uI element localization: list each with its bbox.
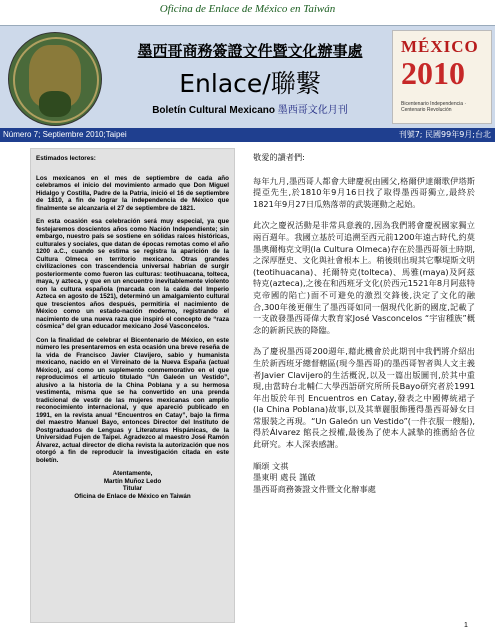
issue-info-chinese: 刊號7; 民國99年9月;台北 bbox=[398, 130, 491, 139]
bicentenario-word: MÉXICO bbox=[401, 37, 479, 56]
header-band bbox=[0, 25, 495, 129]
bicentenario-year: 2010 bbox=[401, 55, 465, 91]
spanish-letter-column bbox=[30, 148, 235, 623]
chinese-letter-column bbox=[253, 152, 475, 624]
title-chinese: 墨西哥商務簽證文件暨文化辦事處 bbox=[137, 42, 363, 60]
top-banner: Oficina de Enlace de México en Taiwán bbox=[159, 3, 336, 15]
bicentenario-fine-text: Bicentenario Independencia · Centenario Revolución bbox=[401, 101, 467, 113]
page-number: 1 bbox=[464, 622, 468, 629]
spanish-greeting: Estimados lectores: bbox=[36, 155, 96, 162]
chinese-paragraph-2: 此次之慶祝活動是非常具意義的,因為我們將會慶祝國家獨立兩百週年。我國立基於可追溯至西元前1200年遠古時代,約莫墨奧爾梅克文明(la Cultura Olmeca)存在於墨西哥領土時期,之深厚歷史、文化與社會根本上。稍後則出現其它擊堤斯文明(teotihuacana)、托爾特克(tolteca)、馬雅(maya)及阿茲特克(azteca),之後在和西班牙文化(於西元1521年8月阿茲特克帝國的陷亡)面不可避免的激烈交鋒後,決定了文化的融合,300年後更催生了墨西哥如同一個現代化新的國度,記載了一支啟發墨西哥偉大教育家José Vasconcelos “宇宙種族”概念的新新民族的降臨。 bbox=[253, 220, 475, 335]
chinese-greeting: 敬愛的讀者們: bbox=[253, 152, 305, 162]
issue-info-bar bbox=[0, 128, 495, 142]
subtitle-spanish: Boletín Cultural Mexicano bbox=[152, 105, 275, 116]
spanish-signature: Atentamente, Martín Muñoz Ledo Titular Oficina de Enlace de México en Taiwán bbox=[74, 470, 191, 500]
chinese-closing-1: 順頌 文祺 bbox=[253, 460, 289, 471]
chinese-paragraph-1: 每年九月,墨西哥人都會大肆慶祝由國父,格爾伊達爾歌伊塔斯提亞先生,於1810年9月16日找了取得墨西哥獨立,最終於1821年9月27日瓜熟落蒂的武裝運動之起始。 bbox=[253, 175, 475, 209]
subtitle-chinese: 墨西哥文化月刊 bbox=[277, 105, 348, 116]
spanish-paragraph-1: Los mexicanos en el mes de septiembre de cada año celebramos el inicio del movimiento armado que Don Miguel Hidalgo y Costilla, Padre de la Patria, inició el 16 de septiembre de 1810, a fin de lograr la independencia de México que finalmente se alcanzaría el 27 de septiembre de 1821. bbox=[36, 174, 229, 212]
chinese-closing-3: 墨西哥商務簽證文件暨文化辦事處 bbox=[253, 483, 376, 494]
mexican-coat-of-arms-logo bbox=[8, 32, 102, 126]
subtitle bbox=[100, 101, 400, 116]
bicentenario-logo bbox=[392, 30, 492, 124]
spanish-paragraph-2: En esta ocasión esa celebración será muy especial, ya que festejaremos doscientos años como Nación Independiente; sin embargo, nuestro país se sostiene en sólidas raíces históricas, culturales y sociales, que datan de épocas remotas como el año 1200 a.C., cuando se estima se registra la aparición de la Cultura Olmeca en territorio mexicano. Otras grandes civilizaciones con trascendencia universal habrían de surgir posteriormente como fueron las culturas: teotihuacana, tolteca, maya, y azteca, y que en un encuentro inevitablemente violento con la cultura española (marcada con la caída del Imperio Azteca en agosto de 1521), determinó un amalgamiento cultural que trescientos años después, permitiría el nacimiento de México como un estado-nación moderno, registrando el nacimiento de una nueva raza que inspiró el concepto de “raza cósmica” del gran educador mexicano José Vasconcelos. bbox=[36, 218, 229, 330]
issue-info-spanish: Número 7; Septiembre 2010;Taipei bbox=[3, 130, 127, 139]
spanish-paragraph-3: Con la finalidad de celebrar el Bicentenario de México, en este número les presentaremos en esta ocasión una breve reseña de la vida de Francisco Javier Clavijero, sabio y humanista mexicano, nacido en el Virreinato de la Nueva España (actual México), así como un suplemento conmemorativo en el que reproducimos el artículo titulado “Un Galeón un Vestido”, alusivo a la historia de la China Poblana y a su hermosa vestimenta, misma que se ha convertido en una prenda tradicional de vestir de las mujeres mexicanas con amplio reconocimiento internacional, y que apareció publicado en 1991, en la revista anual “Encuentros en Catay”, bajo la firma del maestro Manuel Bayo, entonces Director del Instituto de Postgraduados de Lenguas y Literaturas Hispánicas, de la Universidad Fujen de Taipei. Agradezco al maestro José Ramón Álvarez, actual director de dicha revista la autorización que nos otorgó a fin de reproducir la investigación citada en este boletín. bbox=[36, 336, 229, 464]
title-main: Enlace/聯繫 bbox=[179, 69, 321, 98]
chinese-paragraph-3: 為了慶祝墨西哥200週年,藉此機會於此期刊中我們將介紹出生於新西班牙總督轄區(現今墨西哥)的墨西哥智者與人文主義者Javier Clavijero的生活概況,以及一篇出版圖刊,於其中重現,由當時台北輔仁大學西語研究所所長Bayo研究者於1991年出版於年刊 Encuentros en Catay,發表之中國傳統裙子(la China Poblana)故事,以及其華麗服飾獲得墨西哥婦女日常服裝之再現。“Un Galeón un Vestido”(一件衣服一艘船),得於Álvarez 館長之授權,最後為了使本人誠摯的推薦給各位此研究。本人深表感謝。 bbox=[253, 346, 475, 450]
chinese-closing-2: 墨東明 處長 謹啟 bbox=[253, 472, 316, 483]
